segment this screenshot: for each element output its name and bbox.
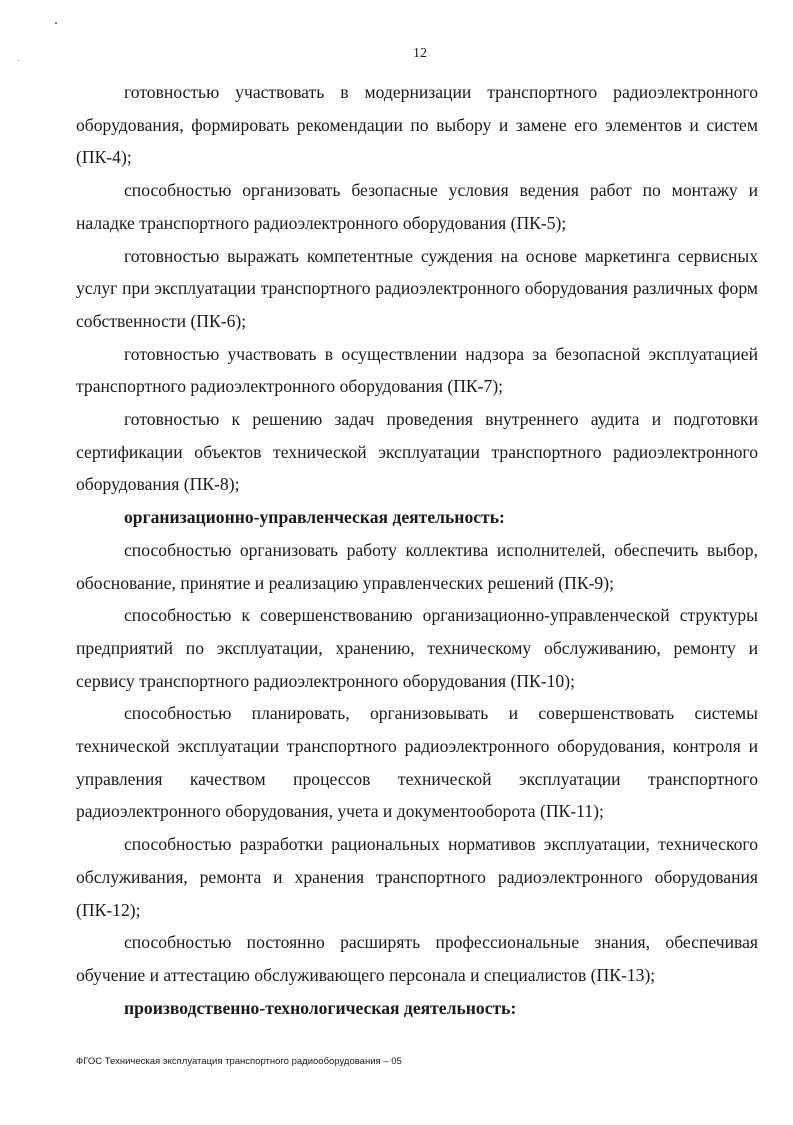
competency-pk-13: способностью постоянно расширять профессиональные знания, обеспечивая обучение и аттестацию обслуживающего персонала и специалистов (ПК-13); bbox=[76, 932, 758, 985]
section-heading-production: производственно-технологическая деятельность: bbox=[124, 997, 517, 1018]
page-footer: ФГОС Техническая эксплуатация транспортного радиооборудования – 05 bbox=[76, 1056, 402, 1067]
competency-pk-11: способностью планировать, организовывать и совершенствовать системы технической эксплуатации транспортного радиоэлектронного оборудования, контроля и управления качеством процессов технической эксплуатации транспортного радиоэлектронного оборудования, учета и документооборота (ПК-11); bbox=[76, 703, 758, 822]
competency-pk-8: готовностью к решению задач проведения внутреннего аудита и подготовки сертификации объектов технической эксплуатации транспортного радиоэлектронного оборудования (ПК-8); bbox=[76, 409, 758, 495]
competency-pk-9: способностью организовать работу коллектива исполнителей, обеспечить выбор, обоснование, принятие и реализацию управленческих решений (ПК-9); bbox=[76, 539, 758, 593]
competency-pk-5: способностью организовать безопасные условия ведения работ по монтажу и наладке транспортного радиоэлектронного оборудования (ПК-5); bbox=[76, 180, 758, 233]
competency-pk-6: готовностью выражать компетентные суждения на основе маркетинга сервисных услуг при эксплуатации транспортного радиоэлектронного оборудования различных форм собственности (ПК-6); bbox=[76, 245, 758, 331]
competency-pk-4: готовностью участвовать в модернизации транспортного радиоэлектронного оборудования, формировать рекомендации по выбору и замене его элементов и систем (ПК-4); bbox=[76, 82, 758, 168]
page-number: 12 bbox=[413, 46, 427, 61]
competency-pk-7: готовностью участвовать в осуществлении надзора за безопасной эксплуатацией транспортного радиоэлектронного оборудования (ПК-7); bbox=[76, 343, 758, 397]
competency-pk-12: способностью разработки рациональных нормативов эксплуатации, технического обслуживания, ремонта и хранения транспортного радиоэлектронного оборудования (ПК-12); bbox=[76, 834, 758, 920]
scan-speck bbox=[55, 22, 57, 24]
section-heading-organizational: организационно-управленческая деятельность: bbox=[124, 507, 505, 528]
body-text bbox=[76, 76, 758, 1024]
competency-pk-10: способностью к совершенствованию организационно-управленческой структуры предприятий по эксплуатации, хранению, техническому обслуживанию, ремонту и сервису транспортного радиоэлектронного оборудования (ПК-10); bbox=[76, 605, 758, 691]
